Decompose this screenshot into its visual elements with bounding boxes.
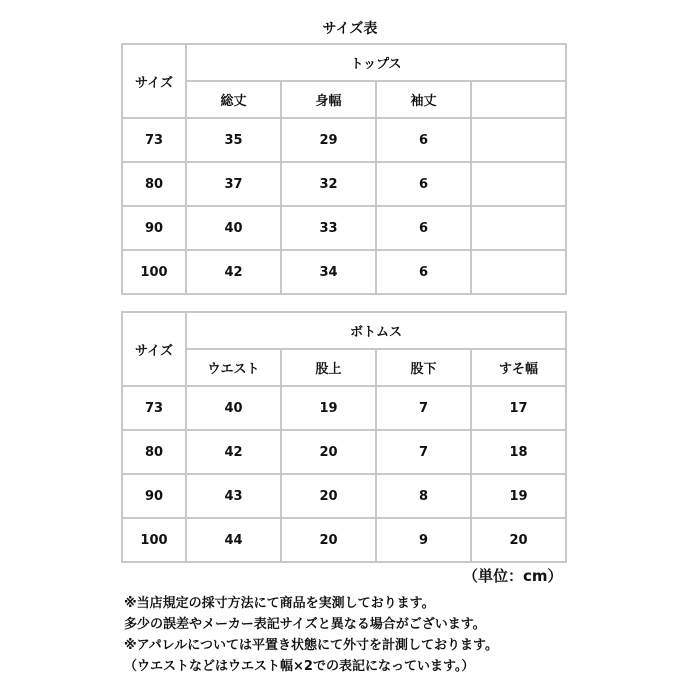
- group-header: トップス: [186, 44, 566, 81]
- value-cell: [471, 250, 566, 294]
- table-row: [122, 118, 566, 162]
- size-cell: 90: [122, 474, 186, 518]
- size-cell: 90: [122, 206, 186, 250]
- value-cell: 19: [281, 386, 376, 430]
- value-cell: 17: [471, 386, 566, 430]
- value-cell: 20: [281, 430, 376, 474]
- value-cell: 43: [186, 474, 281, 518]
- note-line: 多少の誤差やメーカー表記サイズと異なる場合がございます。: [124, 617, 486, 632]
- column-header: すそ幅: [471, 349, 566, 386]
- value-cell: 9: [376, 518, 471, 562]
- size-cell: 80: [122, 430, 186, 474]
- value-cell: 19: [471, 474, 566, 518]
- table-row: [122, 162, 566, 206]
- value-cell: 42: [186, 250, 281, 294]
- column-header: [471, 81, 566, 118]
- value-cell: 29: [281, 118, 376, 162]
- table-row: [122, 474, 566, 518]
- value-cell: [471, 118, 566, 162]
- value-cell: 18: [471, 430, 566, 474]
- table-row: [122, 518, 566, 562]
- value-cell: [471, 206, 566, 250]
- value-cell: 40: [186, 386, 281, 430]
- column-header: 股上: [281, 349, 376, 386]
- value-cell: 20: [281, 474, 376, 518]
- value-cell: 44: [186, 518, 281, 562]
- column-header: 股下: [376, 349, 471, 386]
- note-line: （ウエストなどはウエスト幅×2での表記になっています。）: [124, 659, 475, 674]
- value-cell: 40: [186, 206, 281, 250]
- value-cell: 37: [186, 162, 281, 206]
- table-row: [122, 206, 566, 250]
- size-cell: 73: [122, 118, 186, 162]
- size-header: サイズ: [122, 44, 186, 118]
- table-row: [122, 250, 566, 294]
- size-header: サイズ: [122, 312, 186, 386]
- column-header: ウエスト: [186, 349, 281, 386]
- unit-label: （単位：cm）: [463, 567, 563, 585]
- table-row: [122, 386, 566, 430]
- notes: [124, 593, 498, 677]
- value-cell: [471, 162, 566, 206]
- column-header: 身幅: [281, 81, 376, 118]
- note-line: ※アパレルについては平置き状態にて外寸を計測しております。: [124, 638, 498, 653]
- value-cell: 6: [376, 250, 471, 294]
- size-cell: 80: [122, 162, 186, 206]
- group-header: ボトムス: [186, 312, 566, 349]
- value-cell: 6: [376, 118, 471, 162]
- page-title: サイズ表: [322, 21, 378, 37]
- value-cell: 7: [376, 430, 471, 474]
- note-line: ※当店規定の採寸方法にて商品を実測しております。: [124, 596, 435, 611]
- column-header: 総丈: [186, 81, 281, 118]
- size-cell: 100: [122, 250, 186, 294]
- value-cell: 34: [281, 250, 376, 294]
- value-cell: 35: [186, 118, 281, 162]
- value-cell: 6: [376, 162, 471, 206]
- tops-size-table: [121, 43, 567, 295]
- size-cell: 73: [122, 386, 186, 430]
- value-cell: 20: [281, 518, 376, 562]
- value-cell: 42: [186, 430, 281, 474]
- bottoms-size-table: [121, 311, 567, 563]
- column-header: 袖丈: [376, 81, 471, 118]
- value-cell: 8: [376, 474, 471, 518]
- value-cell: 7: [376, 386, 471, 430]
- value-cell: 20: [471, 518, 566, 562]
- value-cell: 32: [281, 162, 376, 206]
- value-cell: 33: [281, 206, 376, 250]
- value-cell: 6: [376, 206, 471, 250]
- size-cell: 100: [122, 518, 186, 562]
- table-row: [122, 430, 566, 474]
